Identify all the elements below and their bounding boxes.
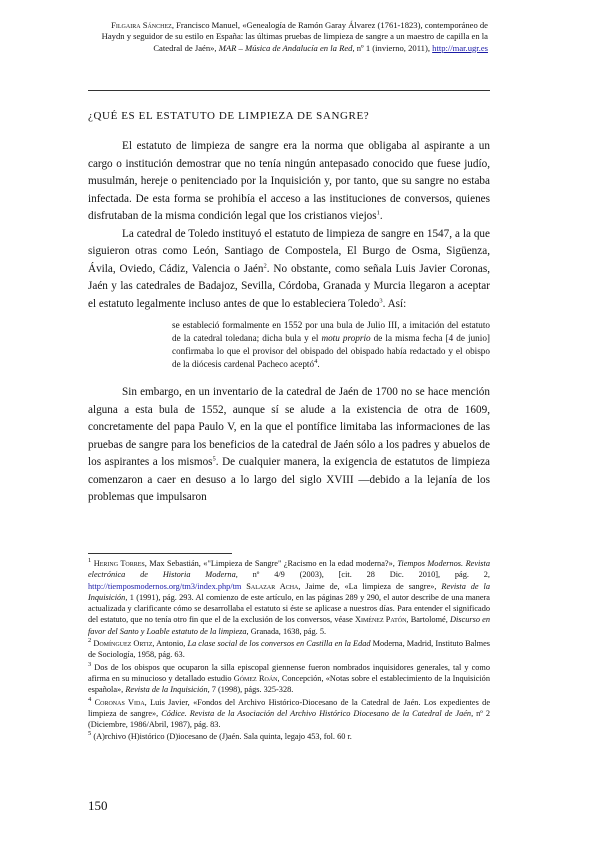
footnote-4: $^4$ Coronas Vida, Luis Javier, «Fondos del Archivo Histórico-Diocesano de la Catedral de Jaén. Los expedientes de limpieza de sangre», Códice. Revista de la Asociación del Archivo Histórico Diocesano de la Catedral de Jaén, nº 2 (Diciembre, 1986/Abril, 1987), pág. 83.: [88, 695, 491, 730]
citation-header: [90, 20, 488, 54]
paragraph-1: El estatuto de limpieza de sangre era la norma que obligaba al aspirante a un cargo o institución demostrar que no tenía ningún antepasado conocido que fuese judío, musulmán, hereje o penitenciado por la Inquisición y, por tanto, que su sangre no estaba infectada. De esta forma se prohibía el acceso a las instituciones de conversos, quienes disfrutaban de la misma condición legal que los cristianos viejos$^1$.: [88, 140, 490, 222]
footnote-ref-4[interactable]: 4: [314, 357, 318, 365]
block-quote: se estableció formalmente en 1552 por una bula de Julio III, a imitación del estatuto de la catedral toledana; dicha bula y el motu proprio de la misma fecha [4 de junio] confirmaba lo que el provisor del obispado del obispado había redactado y el obispo de la diócesis cardenal Pacheco aceptó$^4$.: [172, 320, 490, 369]
footnote-3: $^3$ Dos de los obispos que ocuparon la silla episcopal giennense fueron nombrados inquisidores generales, tal y como afirma en su minucioso y detallado estudio Gómez Roán, Concepción, «Notas sobre el establecimiento de la Inquisición española», Revista de la Inquisición, 7 (1998), págs. 325-328.: [88, 660, 490, 695]
header-url-link[interactable]: http://mar.ugr.es: [432, 42, 488, 53]
body-text: [88, 138, 490, 507]
footnote-1: $^1$ Hering Torres, Max Sebastián, «"Limpieza de Sangre" ¿Racismo en la edad moderna?», Tiempos Modernos. Revista electrónica de Historia Moderna, nº 4/9 (2003), [cit. 28 Dic. 2010], pág. 2, http://tiemposmodernos.org/tm3/index.php/tm Salazar Acha, Jaime de, «La limpieza de sangre», Revista de la Inquisición, 1 (1991), pág. 293. Al comienzo de este artículo, en las páginas 289 y 290, el autor describe de una manera actualizada y clarificante cómo se desarrollaba el estatuto si éste se aplicase a nuestros días. Para entender el significado del estatuto, que no tenía otro fin que el de la exclusión de los conversos, véase Ximénez Patón, Bartolomé, Discurso en favor del Santo y Loable estatuto de la limpieza, Granada, 1638, pág. 5.: [88, 557, 491, 636]
footnotes: [88, 558, 490, 744]
footnote-ref-2[interactable]: 2: [263, 261, 267, 269]
header-issue: , nº 1 (invierno, 2011),: [352, 42, 433, 53]
footnote-ref-1[interactable]: 1: [376, 209, 380, 217]
header-divider: [88, 90, 490, 91]
footnote-ref-5[interactable]: 5: [212, 455, 216, 463]
footnote-divider: [88, 553, 232, 554]
page-number: 150: [88, 798, 108, 813]
paragraph-2: La catedral de Toledo instituyó el estatuto de limpieza de sangre en 1547, a la que siguieron otras como León, Santiago de Compostela, El Burgo de Osma, Sigüenza, Ávila, Oviedo, Cádiz, Valencia o Jaén$^2$. No obstante, como señala Luis Javier Coronas, Jaén y las catedrales de Badajoz, Sevilla, Córdoba, Granada y Murcia llegaron a aceptar el estatuto legalmente incluso antes de que lo estableciera Toledo$^3$. Así:: [88, 227, 491, 310]
header-author: Filgaira Sánchez: [111, 20, 172, 30]
footnote-5: $^5$ (A)rchivo (H)istórico (D)iocesano de (J)aén. Sala quinta, legajo 453, fol. 60 r.: [88, 730, 352, 742]
footnote-ref-3[interactable]: 3: [379, 296, 383, 304]
header-citation-text: , Francisco Manuel, «Genealogía de Ramón Garay Álvarez (1761-1823), contemporáneo de Haydn y seguidor de su estilo en España: las últimas pruebas de limpieza de sangre a un maestro de capilla en la Catedral de Jaén»,: [101, 20, 488, 53]
footnote-1-url-link[interactable]: http://tiemposmodernos.org/tm3/index.php/tm: [88, 581, 242, 591]
header-journal: MAR – Música de Andalucía en la Red: [218, 42, 353, 53]
paragraph-3: Sin embargo, en un inventario de la catedral de Jaén de 1700 no se hace mención alguna a esta bula de 1552, aunque sí se alude a la existencia de otra de 1609, concretamente del papa Paulo V, en la que el pontífice limitaba las informaciones de las pruebas de sangre para los beneficios de la catedral de Jaén sólo a los padres y abuelos de los aspirantes a los mismos$^5$. De cualquier manera, la exigencia de estatutos de limpieza comenzaron a caer en desuso a lo largo del siglo XVIII —debido a la lejanía de los problemas que impulsaron: [88, 386, 490, 503]
footnote-2: $^2$ Domínguez Ortiz, Antonio, La clase social de los conversos en Castilla en la Edad Moderna, Madrid, Instituto Balmes de Sociología, 1958, pág. 63.: [88, 637, 490, 660]
section-title: ¿QUÉ ES EL ESTATUTO DE LIMPIEZA DE SANGRE?: [88, 110, 370, 122]
